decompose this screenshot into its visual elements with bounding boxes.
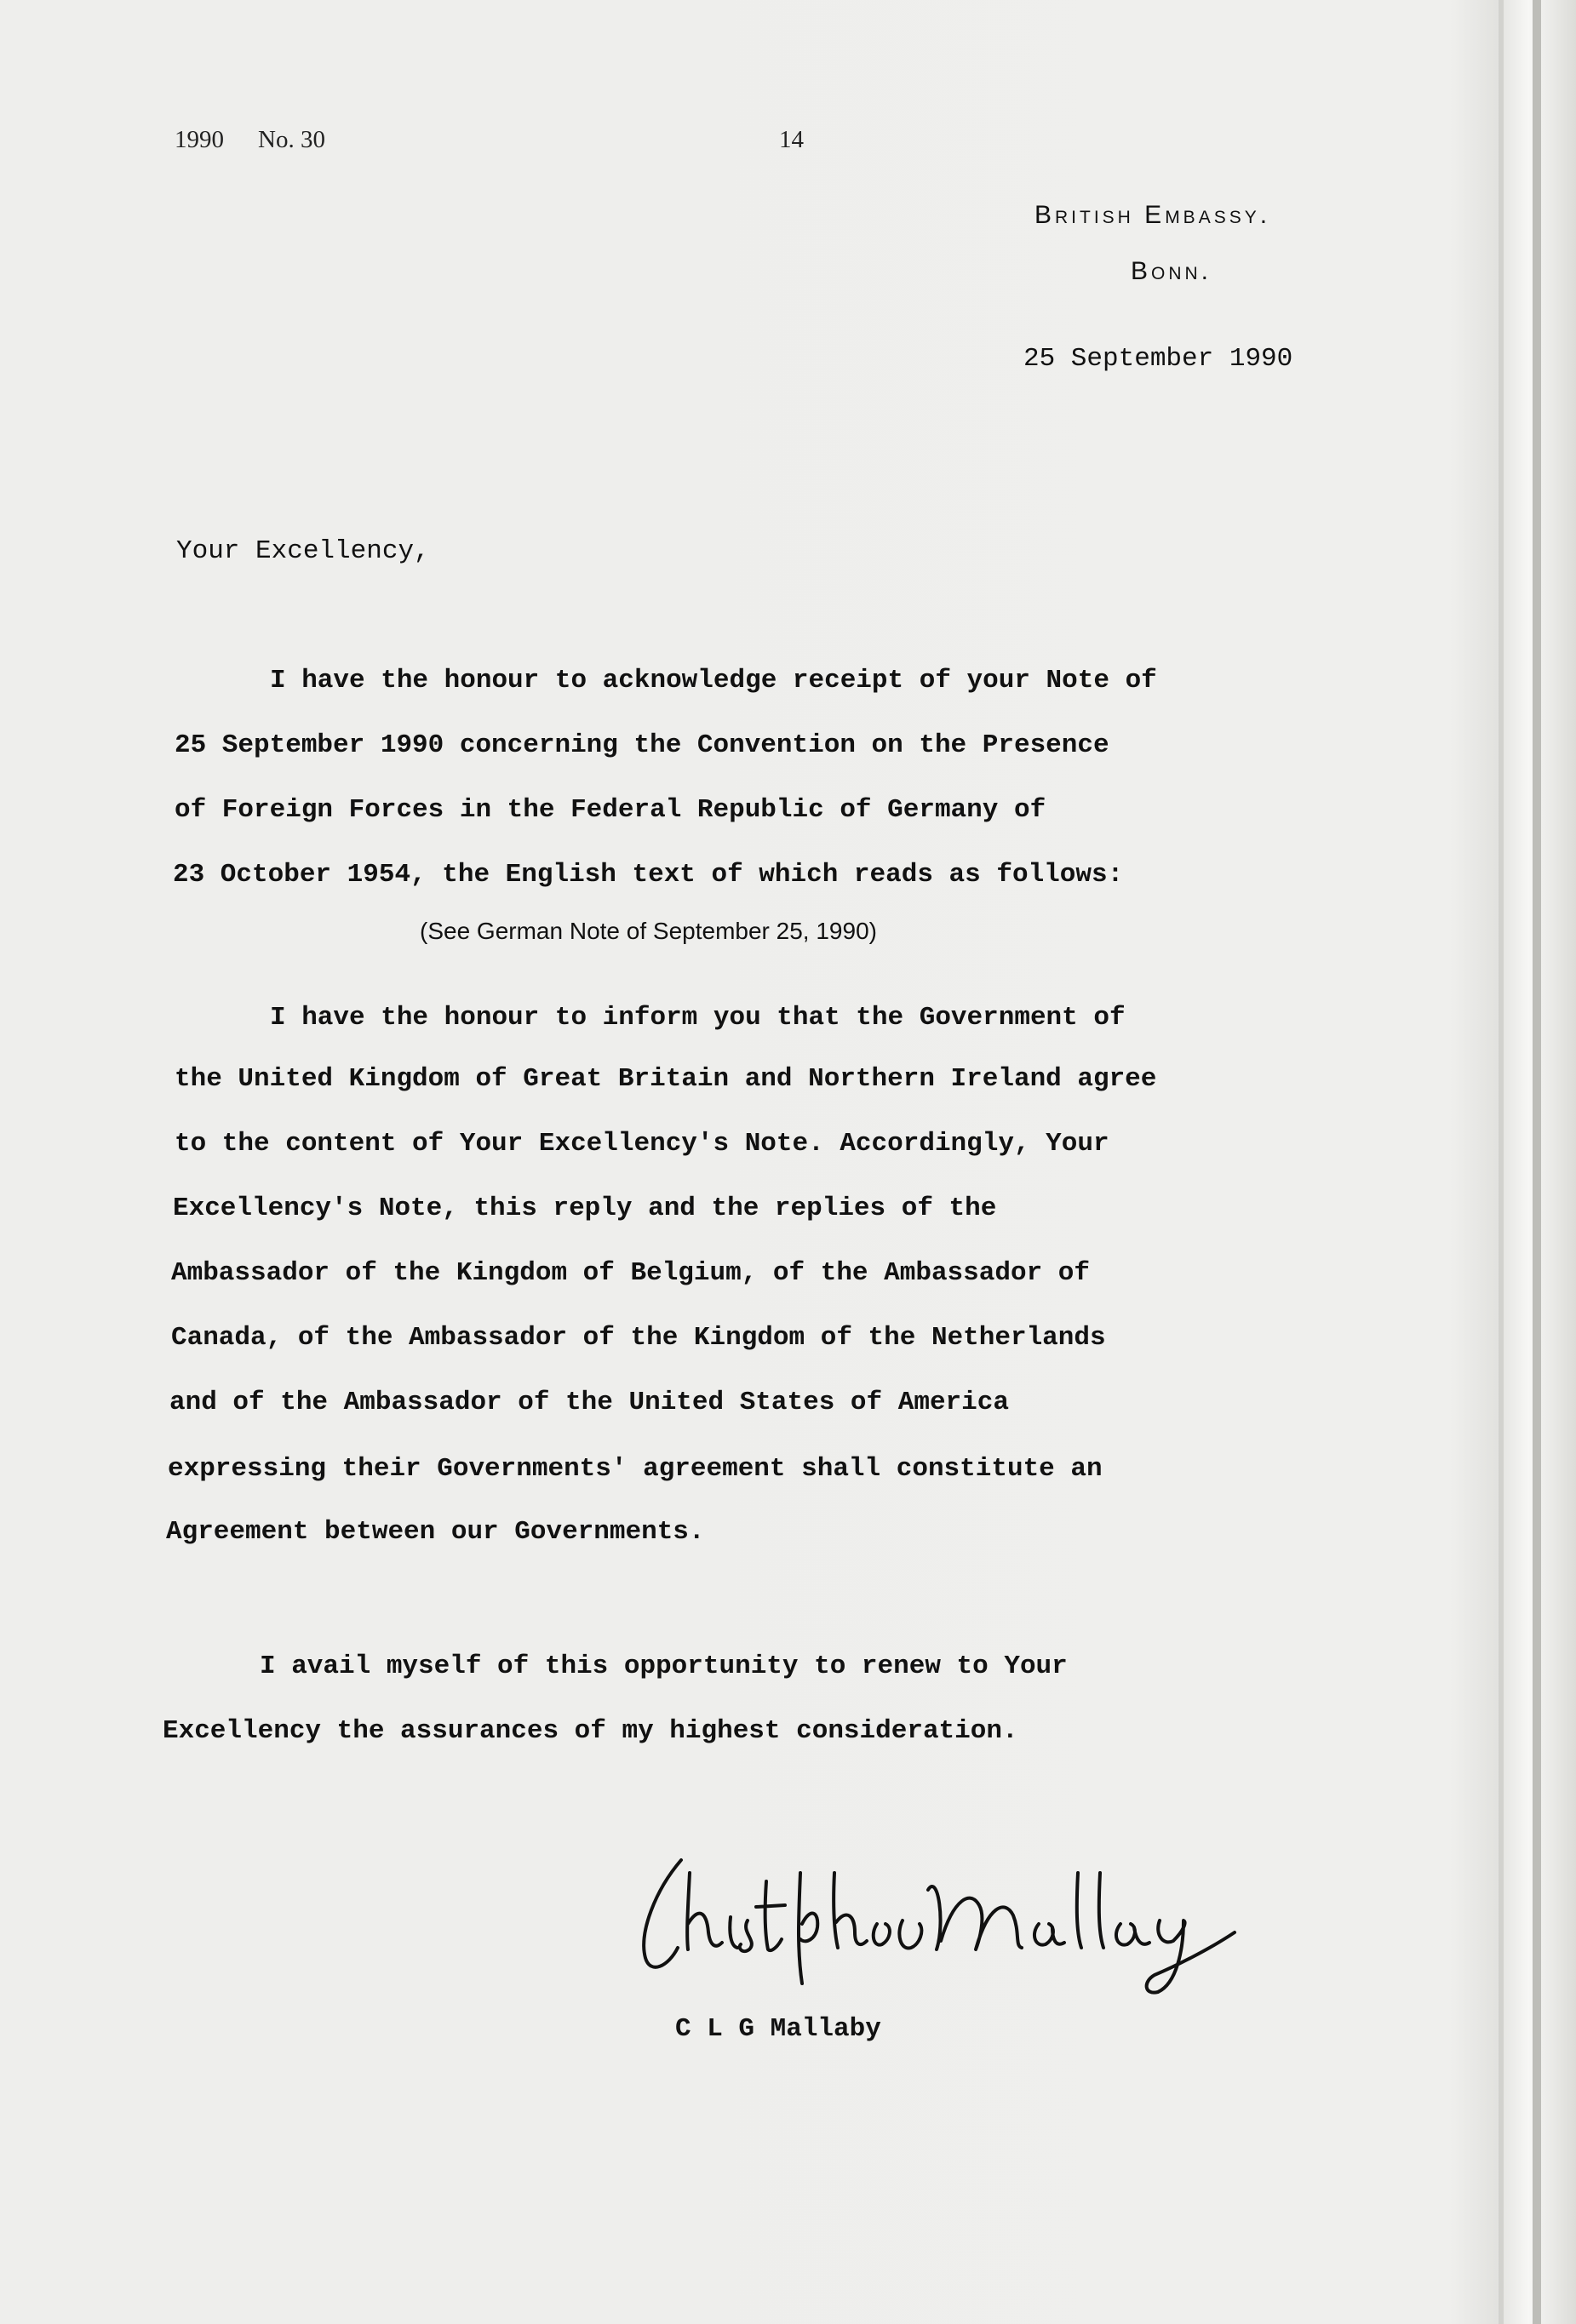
paragraph2-line: I have the honour to inform you that the Government of xyxy=(270,1003,1126,1033)
paragraph2-line: expressing their Governments' agreement shall constitute an xyxy=(168,1454,1103,1484)
paragraph1-line: of Foreign Forces in the Federal Republic of Germany of xyxy=(175,795,1046,825)
closing-line: Excellency the assurances of my highest consideration. xyxy=(163,1716,1018,1746)
page-edge xyxy=(1499,0,1504,2324)
paragraph2-line: Agreement between our Governments. xyxy=(166,1517,705,1547)
page-header-year: 1990 xyxy=(175,126,224,153)
paragraph2-line: Canada, of the Ambassador of the Kingdom of the Netherlands xyxy=(171,1323,1106,1353)
paragraph1-line: 23 October 1954, the English text of which reads as follows: xyxy=(173,860,1124,890)
paragraph2-line: and of the Ambassador of the United States of America xyxy=(169,1388,1009,1417)
page-header-number: No. 30 xyxy=(258,126,325,153)
letter-date: 25 September 1990 xyxy=(1023,344,1293,374)
page-number: 14 xyxy=(779,126,804,153)
paragraph2-line: the United Kingdom of Great Britain and Northern Ireland agree xyxy=(175,1064,1157,1094)
closing-line: I avail myself of this opportunity to renew to Your xyxy=(260,1651,1068,1681)
paragraph2-line: Ambassador of the Kingdom of Belgium, of the Ambassador of xyxy=(171,1258,1090,1288)
reference-note: (See German Note of September 25, 1990) xyxy=(420,918,877,944)
signatory-name: C L G Mallaby xyxy=(675,2014,881,2044)
paragraph1-line: I have the honour to acknowledge receipt of your Note of xyxy=(270,666,1157,695)
handwritten-signature xyxy=(622,1839,1269,2009)
letterhead-line1: British Embassy. xyxy=(1034,201,1271,229)
page-edge xyxy=(1533,0,1541,2324)
salutation: Your Excellency, xyxy=(176,536,430,566)
paragraph1-line: 25 September 1990 concerning the Convention on the Presence xyxy=(175,730,1109,760)
letterhead-line2: Bonn. xyxy=(1131,257,1212,285)
paragraph2-line: to the content of Your Excellency's Note. Accordingly, Your xyxy=(175,1129,1109,1159)
paragraph2-line: Excellency's Note, this reply and the replies of the xyxy=(173,1193,997,1223)
